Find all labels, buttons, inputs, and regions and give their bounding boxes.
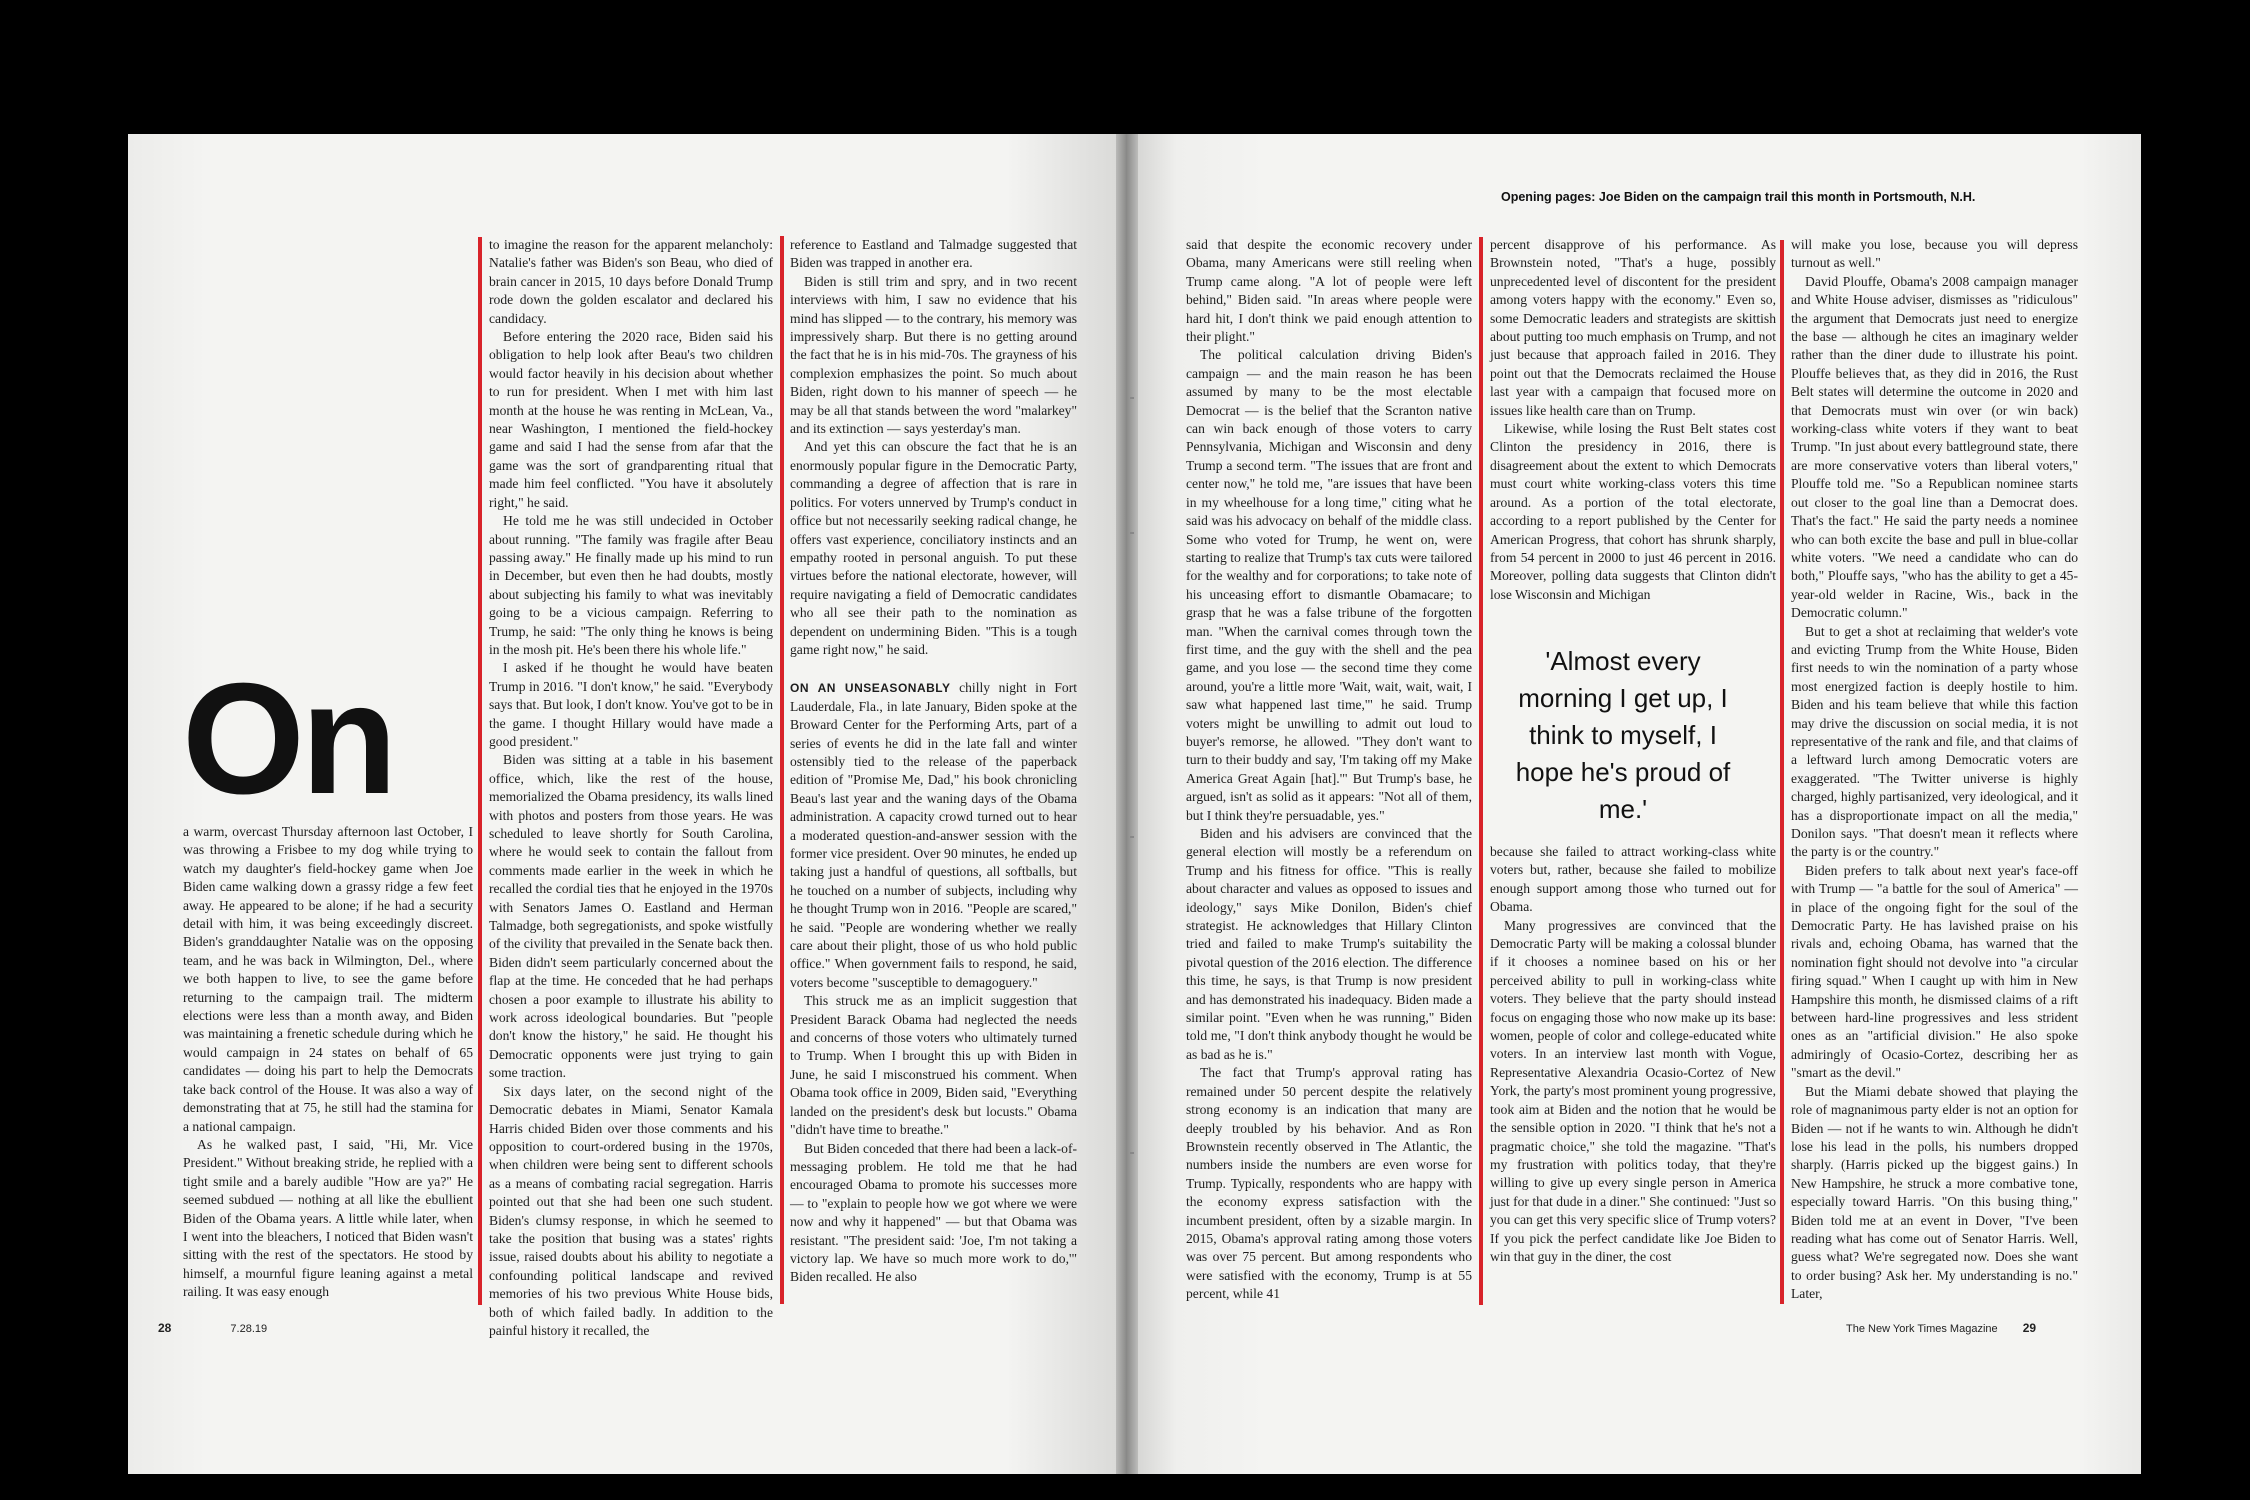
- paragraph: As he walked past, I said, "Hi, Mr. Vice President." Without breaking stride, he replied with a tight smile and a barely audible "How are ya?" He seemed subdued — nothing at all like the ebullient Biden of the Obama years. A little while later, when I went into the bleachers, I noticed that Biden wasn't sitting with the rest of the spectators. He stood by himself, a mournful figure leaning against a metal railing. It was easy enough: [183, 1136, 473, 1300]
- page-number-right: 29: [2022, 1321, 2037, 1335]
- margin-tick: [1130, 836, 1134, 838]
- column-rule-left-2: [780, 236, 784, 1304]
- column-rule-right-2: [1780, 240, 1784, 1304]
- paragraph: said that despite the economic recovery under Obama, many Americans were still reeling when Trump came along. "A lot of people were left behind," Biden said. "In areas where people were hard hit, I don't think we paid enough attention to their plight.": [1186, 237, 1472, 345]
- margin-tick: [1130, 1152, 1134, 1154]
- page-number-left: 28: [158, 1321, 172, 1335]
- paragraph: Biden and his advisers are convinced that the general election will mostly be a referendum on Trump and his fitness for office. "This is really about character and values as opposed to issues and ideology," says Mike Donilon, Biden's chief strategist. He acknowledges that Hillary Clinton tried and failed to make Trump's suitability the pivotal question of the 2016 election. The difference this time, he says, is that Trump is now president and has demonstrated his inadequacy. Biden made a similar point. "Even when he was running," Biden told me, "I don't think anybody thought he would be as bad as he is.": [1186, 826, 1472, 1062]
- paragraph: reference to Eastland and Talmadge suggested that Biden was trapped in another era.: [790, 237, 1077, 271]
- section-lead-in: ON AN UNSEASONABLY: [790, 681, 951, 696]
- column-rule-left-1: [478, 237, 482, 1305]
- issue-date: 7.28.19: [230, 1323, 268, 1335]
- margin-tick: [1130, 532, 1134, 534]
- left-column-3: [790, 236, 1077, 1287]
- paragraph: Before entering the 2020 race, Biden said his obligation to help look after Beau's two children would factor heavily in his decision about whether to run for president. When I met with him last month at the house he was renting in McLean, Va., near Washington, I mentioned the field-hockey game and said I had the sense from afar that the game was the sort of grandparenting ritual that made him feel conflicted. "You have it absolutely right," he said.: [489, 329, 773, 510]
- paragraph: percent disapprove of his performance. As Brownstein noted, "That's a huge, possibly unprecedented level of discontent for the president among voters happy with the economy." Even so, some Democratic leaders and strategists are skittish about putting too much emphasis on Trump, and not just because that approach failed in 2016. They point out that the Democrats reclaimed the House last year with a campaign that focused more on issues like health care than on Trump.: [1490, 237, 1776, 418]
- paragraph: will make you lose, because you will depress turnout as well.": [1791, 237, 2078, 271]
- paragraph-text: chilly night in Fort Lauderdale, Fla., in late January, Biden spoke at the Broward Center for the Performing Arts, part of a series of events he did in the late fall and winter ostensibly tied to the release of the paperback edition of "Promise Me, Dad," his book chronicling Beau's last year and the waning days of the Obama administration. A capacity crowd turned out to hear a moderated question-and-answer session with the former vice president. Over 90 minutes, he ended up taking just a handful of questions, all softballs, but he touched on a number of subjects, including why he thought Trump won in 2016. "People are scared," he said. "People are wondering whether we really care about their plight, those of us who hold public office." When government fails to respond, he said, voters become "susceptible to demagoguery.": [790, 680, 1077, 990]
- paragraph: [790, 679, 1077, 992]
- paragraph: This struck me as an implicit suggestion that President Barack Obama had neglected the needs and concerns of those voters who ultimately turned to Trump. When I brought this up with Biden in June, he said I misconstrued his comment. When Obama took office in 2009, Biden said, "Everything landed on the president's desk but locusts." Obama "didn't have time to breathe.": [790, 993, 1077, 1138]
- paragraph: The political calculation driving Biden's campaign — and the main reason he has been assumed by many to be the most electable Democrat — is the belief that the Scranton native can win back enough of those voters to carry Pennsylvania, Michigan and Wisconsin and deny Trump a second term. "The issues that are front and center now," he told me, "are issues that have been in my wheelhouse for a long time," citing what he said was his advocacy on behalf of the middle class. Some who voted for Trump, he went on, were starting to realize that Trump's tax cuts were tailored for the wealthy and for corporations; to take note of his unceasing effort to dismantle Obamacare; to grasp that he was a false tribune of the forgotten man. "When the carnival comes through town the first time, and the guy with the shell and the pea game, and you lose — the second time they come around, you're a little more 'Wait, wait, wait, wait, I saw what happened last time,'" he said. Trump voters might be unwilling to admit out loud to buyer's remorse, he allowed. "They don't want to turn to their buddy and say, 'I'm taking off my Make America Great Again [hat].'" But Trump's base, he argued, isn't as solid as it appears: "Not all of them, but I think they're persuadable, yes.": [1186, 347, 1472, 823]
- left-column-1: [183, 823, 473, 1302]
- paragraph: And yet this can obscure the fact that he is an enormously popular figure in the Democratic Party, commanding a degree of affection that is rare in politics. For voters unnerved by Trump's conduct in office but not necessarily seeking radical change, he offers vast experience, conciliatory instincts and an empathy rooted in personal anguish. To put these virtues before the national electorate, however, will require navigating a field of Democratic candidates who all see their path to the nomination as dependent on undermining Biden. "This is a tough game right now," he said.: [790, 439, 1077, 657]
- spine-gutter: [1116, 134, 1138, 1474]
- paragraph: He told me he was still undecided in October about running. "The family was fragile after Beau passing away." He finally made up his mind to run in December, but even then he had doubts, mostly about subjecting his family to what was inevitably going to be a vicious campaign. Referring to Trump, he said: "The only thing he knows is being in the mosh pit. He's been there his whole life.": [489, 513, 773, 657]
- pull-quote: 'Almost every morning I get up, I think to myself, I hope he's proud of me.': [1515, 646, 1731, 824]
- right-column-1: [1186, 236, 1472, 1304]
- column-rule-right-1: [1479, 237, 1483, 1305]
- right-column-2-top: [1490, 236, 1776, 604]
- paragraph: But to get a shot at reclaiming that welder's vote and evicting Trump from the White House, Biden first needs to win the nomination of a party whose most energized faction is deeply hostile to him. Biden and his team believe that while this faction may drive the discussion on social media, it is not representative of the rank and file, and that claims of a leftward lurch among Democratic voters are exaggerated. "The Twitter universe is highly charged, highly partisanized, very ideological, and it has a disproportionate impact on all the media," Donilon says. "That doesn't mean it reflects where the party is or the country.": [1791, 623, 2078, 860]
- margin-tick: [1130, 397, 1134, 399]
- photo-caption: Opening pages: Joe Biden on the campaign trail this month in Portsmouth, N.H.: [1501, 190, 1976, 204]
- paragraph: Many progressives are convinced that the Democratic Party will be making a colossal blunder if it chooses a nominee based on his or her perceived ability to pull in working-class white voters. They believe that the party should instead focus on engaging those who now make up its base: women, people of color and college-educated white voters. In an interview last month with Vogue, Representative Alexandria Ocasio-Cortez of New York, the party's most prominent young progressive, took aim at Biden and the notion that he would be the sensible option in 2020. "I think that he's not a pragmatic choice," she told the magazine. "That's my frustration with politics today, that they're willing to give up every single person in America just for that dude in a diner." She continued: "Just so you can get this very specific slice of Trump voters? If you pick the perfect candidate like Joe Biden to win that guy in the diner, the cost: [1490, 917, 1776, 1264]
- paragraph: Six days later, on the second night of the Democratic debates in Miami, Senator Kamala Harris chided Biden over those comments and his opposition to court-ordered busing in the 1970s, when children were being sent to different schools as a means of combating racial segregation. Harris pointed out that she had been one such student. Biden's clumsy response, in which he seemed to take the position that busing was a states' rights issue, raised doubts about his ability to negotiate a confounding political landscape and revived memories of his two previous White House bids, both of which failed badly. In addition to the painful history it recalled, the: [489, 1083, 773, 1338]
- paragraph: But Biden conceded that there had been a lack-of-messaging problem. He told me that he had encouraged Obama to promote his successes more — to "explain to people how we got where we were now and why it happened" — but that Obama was resistant. "The president said: 'Joe, I'm not taking a victory lap. We have so much more work to do,'" Biden recalled. He also: [790, 1140, 1077, 1285]
- magazine-title: The New York Times Magazine: [1846, 1323, 1998, 1335]
- paragraph: Biden was sitting at a table in his basement office, which, like the rest of the house, memorialized the Obama presidency, its walls lined with photos and posters from those years. He was scheduled to leave shortly for South Carolina, where he would seek to contain the fallout from comments made earlier in the week in which he recalled the cordial ties that he enjoyed in the 1970s with Senators James O. Eastland and Herman Talmadge, both segregationists, and spoke wistfully of the civility that prevailed in the Senate back then. Biden didn't seem particularly concerned about the flap at the time. He conceded that he had perhaps chosen a poor example to illustrate his ability to work across ideological boundaries. But "people don't know the history," he said. He thought his Democratic opponents were just trying to gain some traction.: [489, 752, 773, 1081]
- right-column-3: [1791, 236, 2078, 1304]
- paragraph: The fact that Trump's approval rating has remained under 50 percent despite the relatively strong economy is an indication that many are deeply troubled by his behavior. And as Ron Brownstein recently observed in The Atlantic, the numbers inside the numbers are even worse for Trump. Typically, respondents who are happy with the economy express satisfaction with the incumbent president, often by a sizable margin. In 2015, Obama's approval rating among those voters was over 75 percent. But among respondents who were satisfied with the economy, Trump is at 55 percent, while 41: [1186, 1065, 1472, 1302]
- folio-left: [158, 1321, 267, 1335]
- right-column-2-bottom: [1490, 843, 1776, 1266]
- folio-right: [1846, 1321, 2036, 1335]
- paragraph: But the Miami debate showed that playing the role of magnanimous party elder is not an option for Biden — not if he wants to win. Although he didn't lose his lead in the polls, his numbers dropped sharply. (Harris picked up the biggest gains.) In New Hampshire, he struck a more combative tone, especially toward Harris. "On this busing thing," Biden told me at an event in Dover, "I've been reading what has come out of Senator Harris. Well, guess what? We're segregated now. Does she want to order busing? Ask her. My understanding is no." Later,: [1791, 1083, 2078, 1302]
- paragraph: Biden is still trim and spry, and in two recent interviews with him, I saw no evidence that his mind has slipped — to the contrary, his memory was impressively sharp. But there is no getting around the fact that he is in his mid-70s. The grayness of his complexion emphasizes the point. So much about Biden, right down to his manner of speech — he may be all that stands between the word "malarkey" and its extinction — says yesterday's man.: [790, 273, 1077, 437]
- paragraph: to imagine the reason for the apparent melancholy: Natalie's father was Biden's son Beau, who died of brain cancer in 2015, 10 days before Donald Trump rode down the golden escalator and declared his candidacy.: [489, 237, 773, 326]
- dropcap-word: On: [182, 651, 394, 827]
- left-column-2: [489, 236, 773, 1340]
- paragraph: David Plouffe, Obama's 2008 campaign manager and White House adviser, dismisses as "ridiculous" the argument that Democrats just need to energize the base — although he cites an imaginary welder rather than the diner dude to illustrate his point. Plouffe believes that, as they did in 2016, the Rust Belt states will determine the outcome in 2020 and that Democrats must win over (or win back) working-class white voters if they want to beat Trump. "In just about every battleground state, there are more conservative voters than liberal voters," Plouffe told me. "So a Republican nominee starts out closer to the goal line than a Democrat does. That's the fact." He said the party needs a nominee who can both excite the base and pull in blue-collar white voters. "We need a candidate who can do both," Plouffe says, "who has the ability to get a 45-year-old welder in Racine, Wis., back in the Democratic column.": [1791, 273, 2078, 621]
- section-break: [790, 659, 1077, 679]
- paragraph: because she failed to attract working-class white voters but, rather, because she failed to mobilize enough support among those who turned out for Obama.: [1490, 844, 1776, 915]
- paragraph: a warm, overcast Thursday afternoon last October, I was throwing a Frisbee to my dog while trying to watch my daughter's field-hockey game when Joe Biden came walking down a grassy ridge a few feet away. He appeared to be alone; if he had a security detail with him, it was being exceedingly discreet. Biden's granddaughter Natalie was on the opposing team, and he was back in Wilmington, Del., where we both happen to live, to see the game before returning to the campaign trail. The midterm elections were less than a month away, and Biden was maintaining a frenetic schedule during which he would campaign in 24 states on behalf of 65 candidates — doing his part to help the Democrats take back control of the House. It was also a way of demonstrating that at 75, he still had the stamina for a national campaign.: [183, 824, 473, 1134]
- paragraph: Biden prefers to talk about next year's face-off with Trump — "a battle for the soul of America" — in place of the ongoing fight for the soul of the Democratic Party. He has lavished praise on his rivals and, echoing Obama, has warned that the nomination fight should not devolve into "a circular firing squad." When I caught up with him in New Hampshire this month, he dismissed claims of a rift between hard-line progressives and less strident ones as an "artificial division." He also spoke admiringly of Ocasio-Cortez, describing her as "smart as the devil.": [1791, 862, 2078, 1081]
- paragraph: Likewise, while losing the Rust Belt states cost Clinton the presidency in 2016, there is disagreement about the extent to which Democrats must court white working-class voters this time around. As a portion of the total electorate, according to a report published by the Center for American Progress, that cohort has shrunk sharply, from 54 percent in 2000 to just 46 percent in 2016. Moreover, polling data suggests that Clinton didn't lose Wisconsin and Michigan: [1490, 421, 1776, 602]
- paragraph: I asked if he thought he would have beaten Trump in 2016. "I don't know," he said. "Everybody says that. But look, I don't know. You've got to be in the game. I thought Hillary would have made a good president.": [489, 660, 773, 749]
